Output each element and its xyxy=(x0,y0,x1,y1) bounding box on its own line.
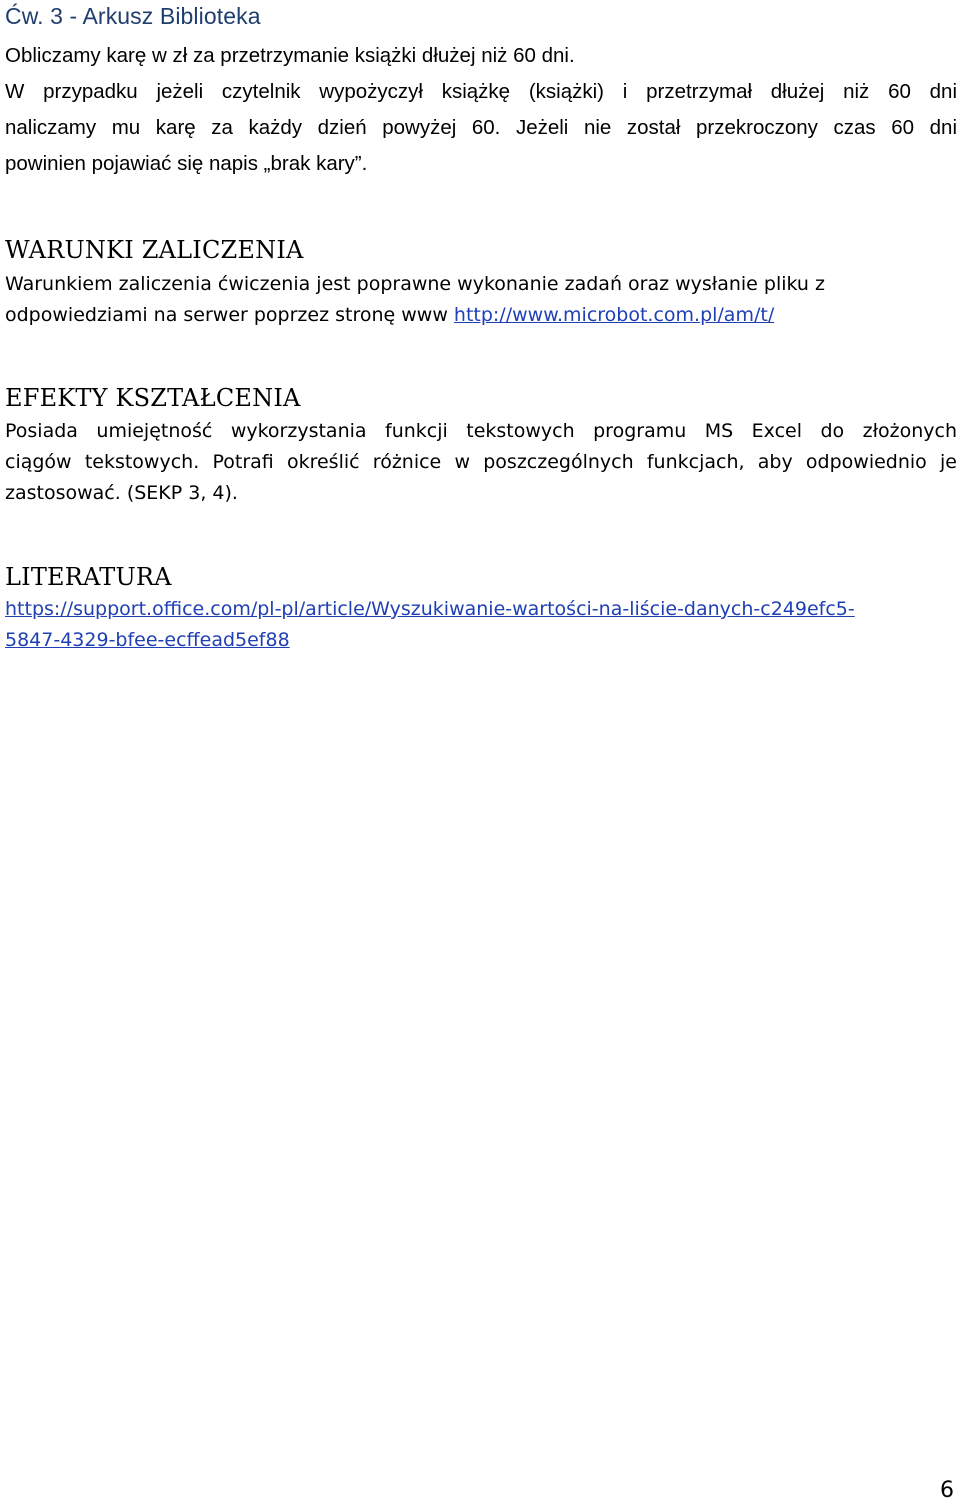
warunki-paragraph xyxy=(5,269,957,331)
efekty-line-3: zastosować. (SEKP 3, 4). xyxy=(5,482,238,504)
efekty-line-1: Posiada umiejętność wykorzystania funkcji tekstowych programu MS Excel do złożonych xyxy=(5,420,957,442)
intro-paragraph xyxy=(5,38,957,182)
literatura-link-line-2[interactable] xyxy=(5,625,957,656)
efekty-heading: EFEKTY KSZTAŁCENIA xyxy=(5,384,301,412)
warunki-line-2 xyxy=(5,300,957,331)
page-title: Ćw. 3 - Arkusz Biblioteka xyxy=(5,3,261,29)
intro-line-3: naliczamy mu karę za każdy dzień powyżej 60. Jeżeli nie został przekroczony czas 60 dni xyxy=(5,116,957,139)
intro-line-2: W przypadku jeżeli czytelnik wypożyczył książkę (książki) i przetrzymał dłużej niż 60 dni xyxy=(5,80,957,103)
page-number: 6 xyxy=(940,1478,954,1503)
warunki-line-2-text: odpowiedziami na serwer poprzez stronę www xyxy=(5,304,454,326)
intro-line-4: powinien pojawiać się napis „brak kary”. xyxy=(5,152,368,175)
efekty-line-2: ciągów tekstowych. Potrafi określić różnice w poszczególnych funkcjach, aby odpowiednio je xyxy=(5,451,957,473)
literatura-link-line-1[interactable] xyxy=(5,594,957,625)
office-support-link[interactable]: https://support.office.com/pl-pl/article/Wyszukiwanie-wartości-na-liście-danych-c249efc5- xyxy=(5,598,855,620)
microbot-link[interactable]: http://www.microbot.com.pl/am/t/ xyxy=(453,304,775,326)
literatura-paragraph xyxy=(5,594,957,656)
efekty-paragraph xyxy=(5,416,957,509)
office-support-link-continued[interactable]: 5847-4329-bfee-ecffead5ef88 xyxy=(5,629,290,651)
literatura-heading: LITERATURA xyxy=(5,563,172,591)
intro-line-1: Obliczamy karę w zł za przetrzymanie książki dłużej niż 60 dni. xyxy=(5,44,575,67)
warunki-heading: WARUNKI ZALICZENIA xyxy=(5,236,304,264)
warunki-line-1: Warunkiem zaliczenia ćwiczenia jest poprawne wykonanie zadań oraz wysłanie pliku z xyxy=(5,273,825,295)
